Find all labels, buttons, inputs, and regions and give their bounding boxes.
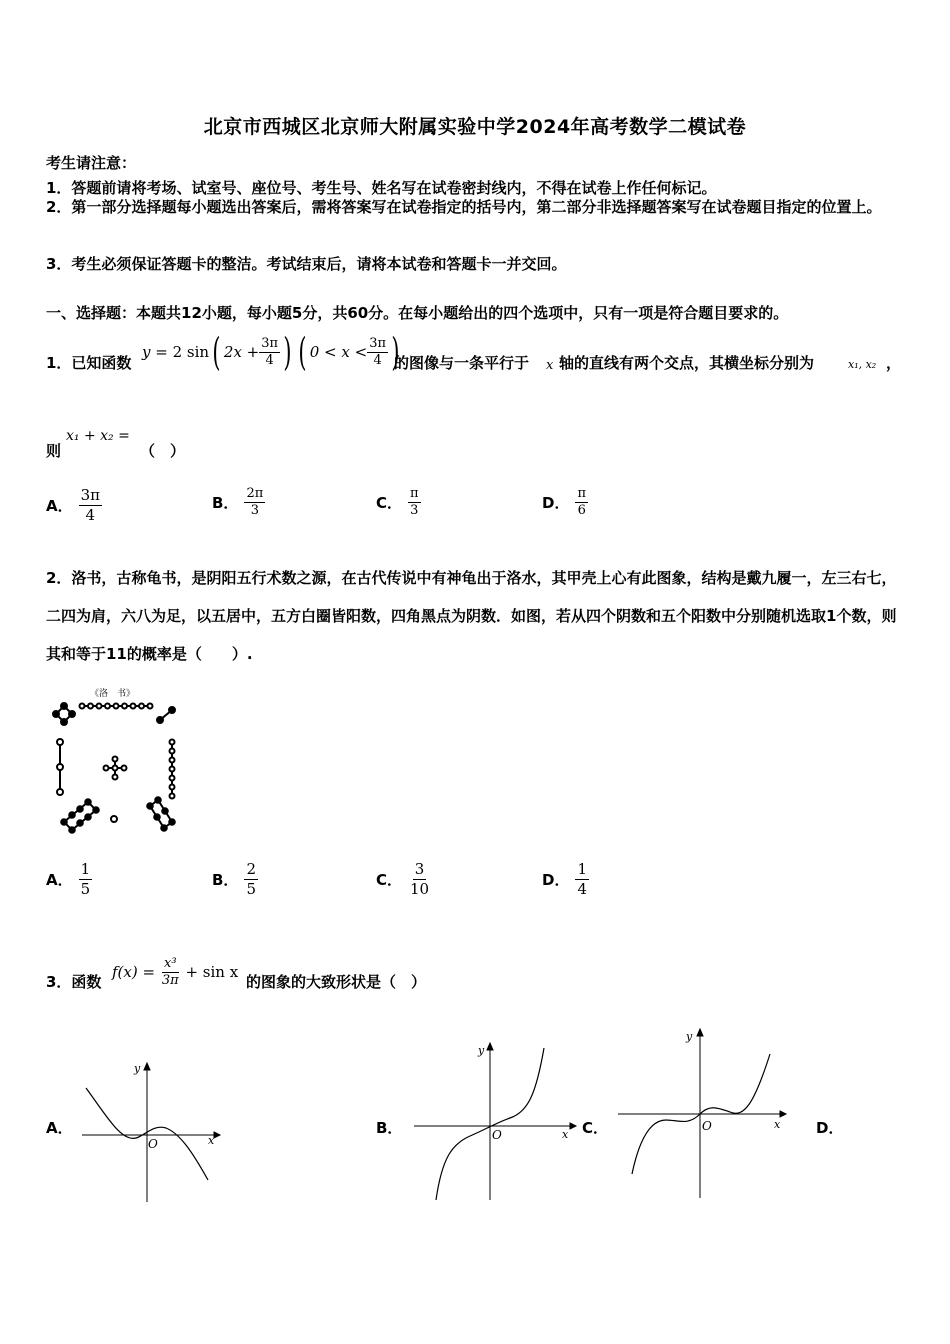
notice-item-2: 2．第一部分选择题每小题选出答案后，需将答案写在试卷指定的括号内，第二部分非选择题答案写在试卷题目指定的位置上。 (46, 198, 882, 216)
graph-b-y-label: y (478, 1044, 485, 1057)
q1-option-c-den: 3 (410, 503, 419, 518)
q3-frac-den: 3π (161, 972, 179, 988)
q1-option-d-den: 6 (577, 503, 586, 518)
q2-option-b[interactable] (212, 860, 258, 899)
q1-option-b-label: B． (212, 494, 239, 512)
graph-b-origin: O (492, 1128, 502, 1142)
q3-option-a[interactable] (46, 1117, 73, 1138)
q3-option-c-label: C． (582, 1119, 609, 1137)
notice-item-1: 1．答题前请将考场、试室号、座位号、考生号、姓名写在试卷密封线内，不得在试卷上作任何标记。 (46, 179, 717, 197)
q1-option-a[interactable] (46, 486, 102, 525)
q3-option-b-label: B． (376, 1119, 403, 1137)
q1-inner: 2x + (223, 343, 260, 361)
graph-c-x-label: x (774, 1118, 781, 1131)
q1-domain-den: 4 (373, 352, 382, 368)
q1-option-c[interactable] (376, 486, 421, 519)
q1-option-a-num: 3π (80, 486, 101, 504)
graph-b-x-label: x (562, 1128, 569, 1141)
q3-function-formula (112, 950, 238, 994)
q1-sum: x₁ + x₂ = (66, 428, 130, 444)
q2-option-c-den: 10 (410, 880, 430, 898)
luoshu-caption: 《洛 书》 (90, 689, 136, 699)
luoshu-seven (170, 740, 175, 799)
q2-option-c-label: C． (376, 871, 403, 889)
q2-option-c[interactable] (376, 860, 431, 899)
q1-option-b-den: 3 (250, 503, 259, 518)
notice-heading: 考生请注意： (46, 154, 137, 172)
q3-func-lhs: f(x) = (112, 963, 156, 981)
q1-option-d-label: D． (542, 494, 570, 512)
graph-a-x-label: x (208, 1134, 215, 1147)
q1-domain: 0 < x < (309, 343, 368, 361)
q1-frac-num: 3π (261, 335, 279, 351)
q2-option-b-label: B． (212, 871, 239, 889)
graph-a-origin: O (148, 1137, 158, 1151)
q1-prefix: 1．已知函数 (46, 354, 132, 372)
q3-option-b[interactable] (376, 1117, 402, 1138)
q3-graph-a (76, 1060, 226, 1206)
q3-func-rest: + sin x (185, 963, 239, 981)
q1-option-c-num: π (410, 486, 419, 501)
q3-option-c[interactable] (582, 1117, 608, 1138)
q2-option-d[interactable] (542, 860, 589, 899)
q2-option-a-label: A． (46, 871, 73, 889)
q1-option-a-den: 4 (85, 506, 96, 524)
q2-option-b-num: 2 (246, 860, 256, 878)
q2-option-d-num: 1 (577, 860, 587, 878)
q1-axis-var: x (546, 358, 554, 373)
q3-prefix: 3．函数 (46, 973, 102, 991)
q2-option-d-den: 4 (577, 880, 587, 898)
q1-func-eq: = 2 sin (155, 343, 210, 361)
luoshu-nine (80, 704, 153, 709)
q2-option-a-den: 5 (80, 880, 91, 898)
luoshu-four (53, 703, 75, 725)
q1-comma: ， (886, 354, 902, 372)
q3-option-d-label: D． (816, 1119, 844, 1137)
q1-option-c-label: C． (376, 494, 403, 512)
graph-a-y-label: y (134, 1062, 141, 1075)
luoshu-two (157, 707, 175, 723)
q1-option-d-num: π (577, 486, 586, 501)
q3-graph-b (410, 1038, 580, 1204)
q3-tail: 的图象的大致形状是（ ） (246, 973, 427, 991)
q1-blank: （ ） (140, 442, 186, 460)
q2-option-a-num: 1 (80, 860, 91, 878)
q2-option-c-num: 3 (414, 860, 425, 878)
q1-option-b[interactable] (212, 486, 265, 519)
luoshu-one (111, 816, 117, 822)
q3-frac-num: x³ (163, 955, 177, 971)
luoshu-figure (48, 684, 188, 840)
luoshu-three (57, 739, 63, 795)
q1-option-d[interactable] (542, 486, 588, 519)
q1-option-a-label: A． (46, 497, 73, 515)
q1-frac-den: 4 (265, 352, 274, 368)
q2-option-a[interactable] (46, 860, 92, 899)
q3-option-d[interactable] (816, 1117, 843, 1138)
notice-item-3: 3．考生必须保证答题卡的整洁。考试结束后，请将本试卷和答题卡一并交回。 (46, 255, 567, 273)
page-title: 北京市西城区北京师大附属实验中学2024年高考数学二模试卷 (203, 116, 747, 138)
q1-domain-num: 3π (369, 335, 387, 351)
luoshu-five (104, 757, 127, 780)
luoshu-six (147, 797, 175, 831)
q3-graph-c (614, 1024, 794, 1202)
q1-function-formula: y = 2 sin ( 2x + $\frac{3\pi}{4}$ ) ( 0 < x < $\frac{3\pi}{4}$ ) (142, 330, 400, 374)
q2-text: 2．洛书，古称龟书，是阴阳五行术数之源，在古代传说中有神龟出于洛水，其甲壳上心有此图象，结构是戴九履一，左三右七，二四为肩，六八为足，以五居中，五方白圈皆阳数，四角黑点为阴数．如图，若从四个阴数和五个阳数中分别随机选取1个数，则其和等于11的概率是（ ）. (46, 569, 897, 663)
q1-middle: 的图像与一条平行于 (394, 354, 530, 372)
luoshu-eight (61, 799, 99, 833)
section-heading: 一、选择题：本题共12小题，每小题5分，共60分。在每小题给出的四个选项中，只有一项是符合题目要求的。 (46, 304, 789, 322)
q2-option-b-den: 5 (246, 880, 256, 898)
graph-c-origin: O (702, 1119, 712, 1133)
q2-option-d-label: D． (542, 871, 570, 889)
q1-tail: 轴的直线有两个交点，其横坐标分别为 (559, 354, 815, 372)
q1-vars: x₁, x₂ (848, 358, 877, 371)
q1-then: 则 (46, 442, 62, 460)
q1-option-b-num: 2π (246, 486, 264, 501)
graph-c-y-label: y (686, 1030, 693, 1043)
q1-func-lhs: y (142, 343, 151, 361)
q3-option-a-label: A． (46, 1119, 73, 1137)
